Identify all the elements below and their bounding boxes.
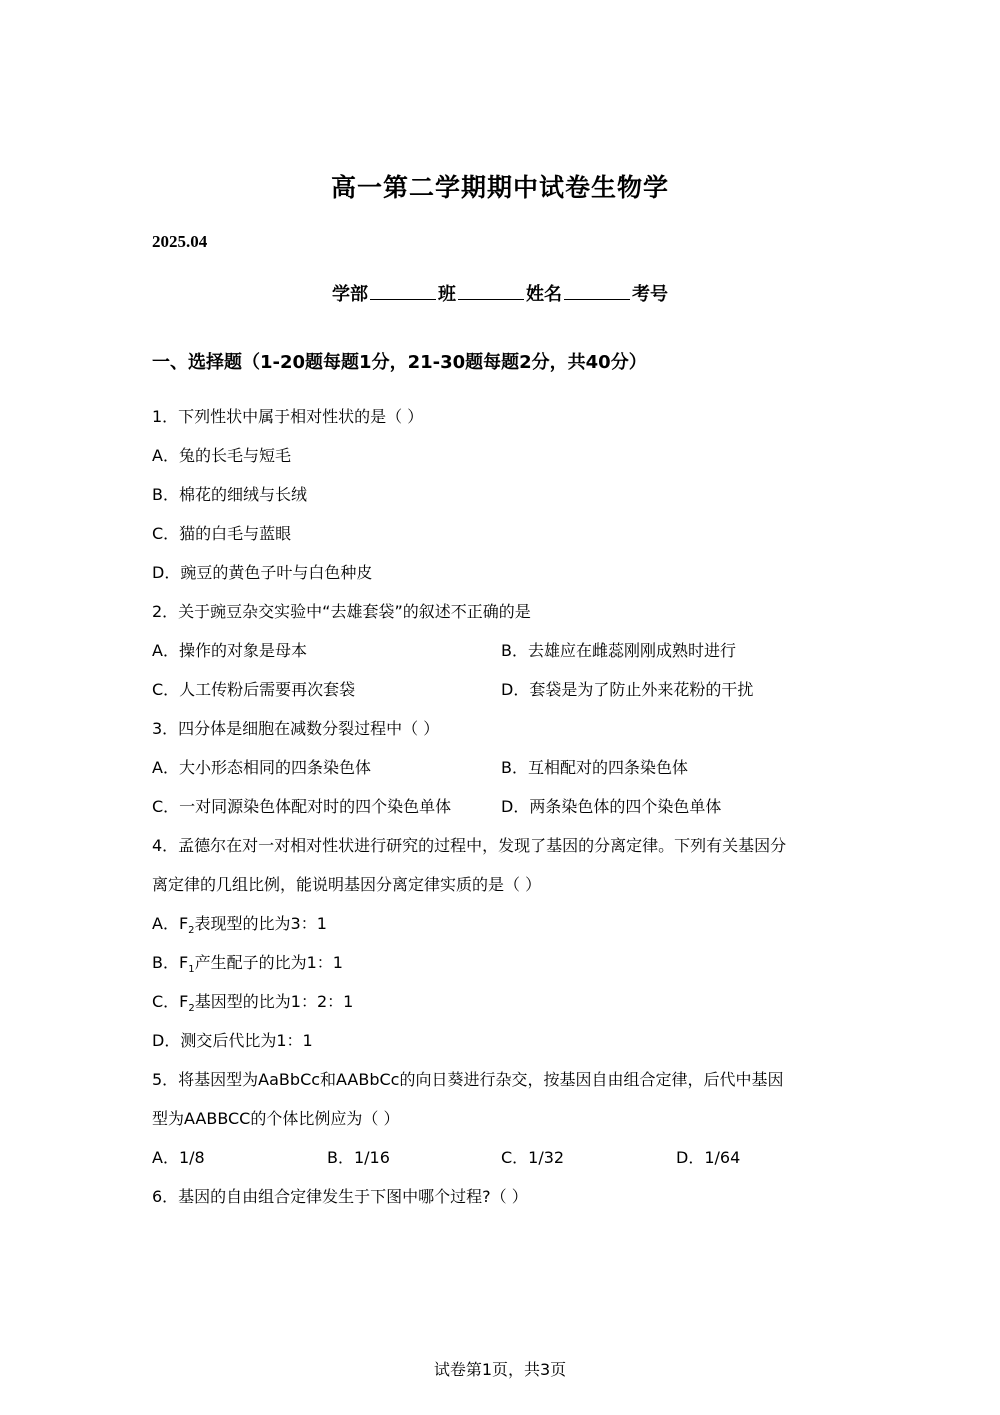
q5-stem-line2: 型为AABBCC的个体比例应为（ ） [152, 1109, 400, 1128]
dept-blank[interactable] [370, 283, 436, 300]
q3-option-b: B．互相配对的四条染色体 [501, 758, 688, 777]
page-title: 高一第二学期期中试卷生物学 [330, 173, 669, 202]
q3-stem: 3．四分体是细胞在减数分裂过程中（ ） [152, 719, 440, 738]
q4-option-d: D．测交后代比为1：1 [152, 1031, 313, 1050]
q2-option-c: C．人工传粉后需要再次套袋 [152, 680, 356, 699]
q2-stem: 2．关于豌豆杂交实验中“去雄套袋”的叙述不正确的是 [152, 602, 531, 621]
q1-option-a: A．兔的长毛与短毛 [152, 446, 291, 465]
class-blank[interactable] [458, 283, 524, 300]
q4-option-c: C．$F_2$基因型的比为1：2：1 [152, 992, 354, 1015]
q5-option-c: C．1/32 [501, 1148, 565, 1167]
q4-stem-line2: 离定律的几组比例，能说明基因分离定律实质的是（ ） [152, 875, 542, 894]
q3-option-a: A．大小形态相同的四条染色体 [152, 758, 371, 777]
q5-option-a: A．1/8 [152, 1148, 205, 1167]
q5-stem-line1: 5．将基因型为AaBbCc和AABbCc的向日葵进行杂交，按基因自由组合定律，后代中基因 [152, 1070, 784, 1089]
section-title: 一、选择题（1-20题每题1分，21-30题每题2分，共40分） [152, 352, 647, 373]
q2-option-d: D．套袋是为了防止外来花粉的干扰 [501, 680, 754, 699]
q4-option-b: B．$F_1$产生配子的比为1：1 [152, 953, 343, 976]
student-info-line [0, 280, 1000, 306]
q1-option-b: B．棉花的细绒与长绒 [152, 485, 307, 504]
q3-option-d: D．两条染色体的四个染色单体 [501, 797, 722, 816]
name-label: 姓名 [526, 284, 562, 305]
q3-option-c: C．一对同源染色体配对时的四个染色单体 [152, 797, 452, 816]
q2-option-a: A．操作的对象是母本 [152, 641, 307, 660]
q1-stem: 1．下列性状中属于相对性状的是（ ） [152, 407, 424, 426]
name-blank[interactable] [564, 283, 630, 300]
q6-stem: 6．基因的自由组合定律发生于下图中哪个过程?（ ） [152, 1187, 528, 1206]
class-label: 班 [438, 284, 456, 305]
q5-option-b: B．1/16 [327, 1148, 390, 1167]
exam-date: 2025.04 [152, 232, 208, 251]
q1-option-c: C．猫的白毛与蓝眼 [152, 524, 292, 543]
id-label: 考号 [632, 284, 668, 305]
q1-option-d: D．豌豆的黄色子叶与白色种皮 [152, 563, 373, 582]
q2-option-b: B．去雄应在雌蕊刚刚成熟时进行 [501, 641, 736, 660]
q5-option-d: D．1/64 [676, 1148, 741, 1167]
dept-label: 学部 [332, 284, 368, 305]
q4-option-a: A．$F_2$表现型的比为3：1 [152, 914, 327, 937]
page-footer: 试卷第1页，共3页 [433, 1360, 567, 1379]
q4-stem-line1: 4．孟德尔在对一对相对性状进行研究的过程中，发现了基因的分离定律。下列有关基因分 [152, 836, 787, 855]
